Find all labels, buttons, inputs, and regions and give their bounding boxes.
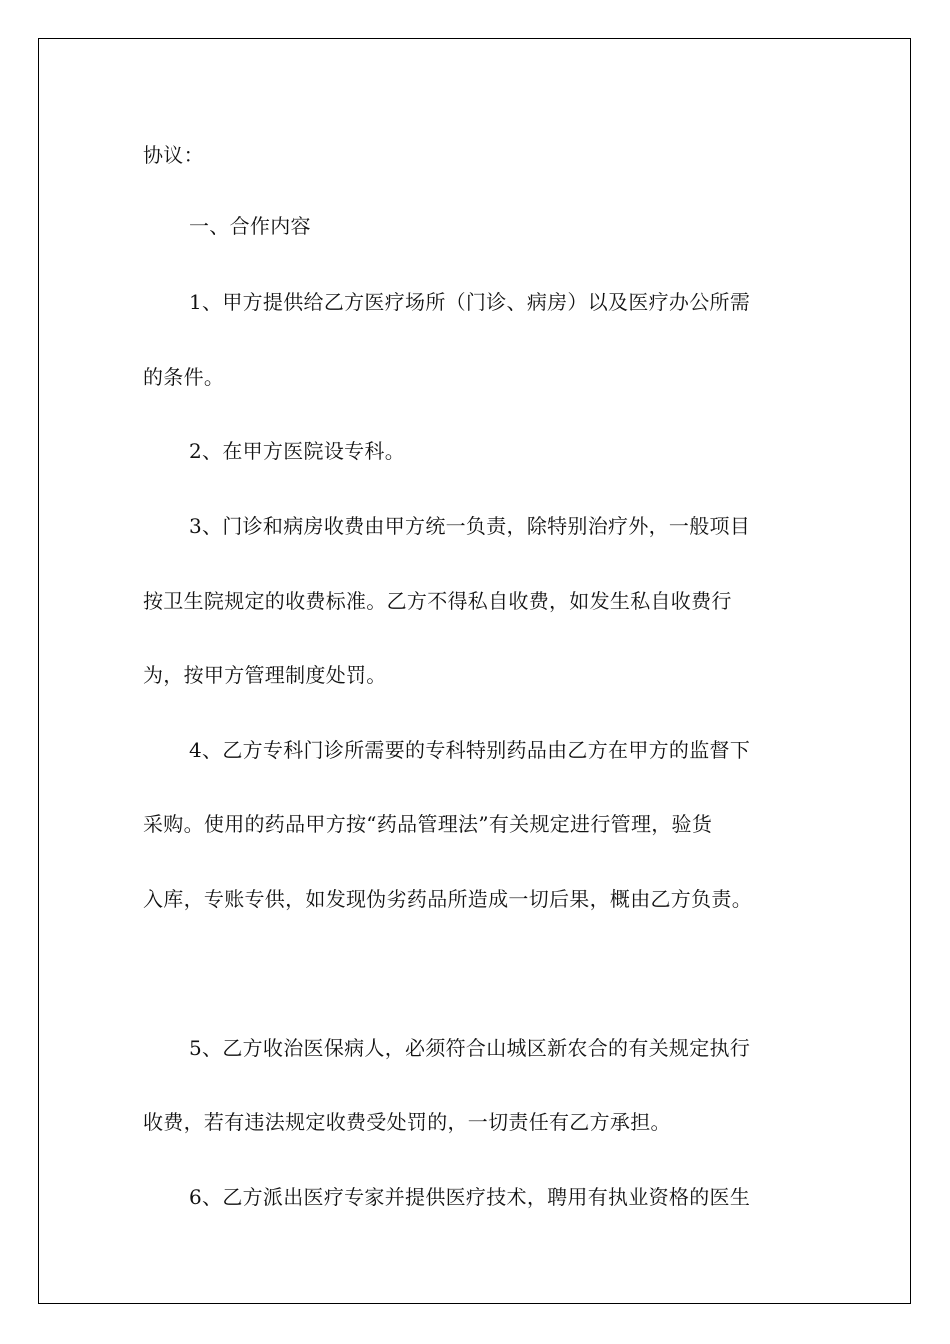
agreement-heading: 协议： <box>143 143 204 167</box>
clause-2-line-1: 2、在甲方医院设专科。 <box>189 439 406 463</box>
clause-3-line-1: 3、门诊和病房收费由甲方统一负责，除特别治疗外，一般项目 <box>189 514 751 538</box>
clause-4-line-2: 采购。使用的药品甲方按“药品管理法”有关规定进行管理，验货 <box>143 812 713 836</box>
clause-4-line-1: 4、乙方专科门诊所需要的专科特别药品由乙方在甲方的监督下 <box>189 738 751 762</box>
clause-3-line-3: 为，按甲方管理制度处罚。 <box>143 663 387 687</box>
clause-1-line-2: 的条件。 <box>143 365 225 389</box>
clause-5-line-1: 5、乙方收治医保病人，必须符合山城区新农合的有关规定执行 <box>189 1036 751 1060</box>
clause-4-line-3: 入库，专账专供，如发现伪劣药品所造成一切后果，概由乙方负责。 <box>143 887 752 911</box>
clause-5-line-2: 收费，若有违法规定收费受处罚的，一切责任有乙方承担。 <box>143 1110 671 1134</box>
clause-1-line-1: 1、甲方提供给乙方医疗场所（门诊、病房）以及医疗办公所需 <box>189 290 751 314</box>
section-heading-cooperation: 一、合作内容 <box>189 214 311 238</box>
clause-6-line-1: 6、乙方派出医疗专家并提供医疗技术，聘用有执业资格的医生 <box>189 1185 751 1209</box>
clause-3-line-2: 按卫生院规定的收费标准。乙方不得私自收费，如发生私自收费行 <box>143 589 732 613</box>
